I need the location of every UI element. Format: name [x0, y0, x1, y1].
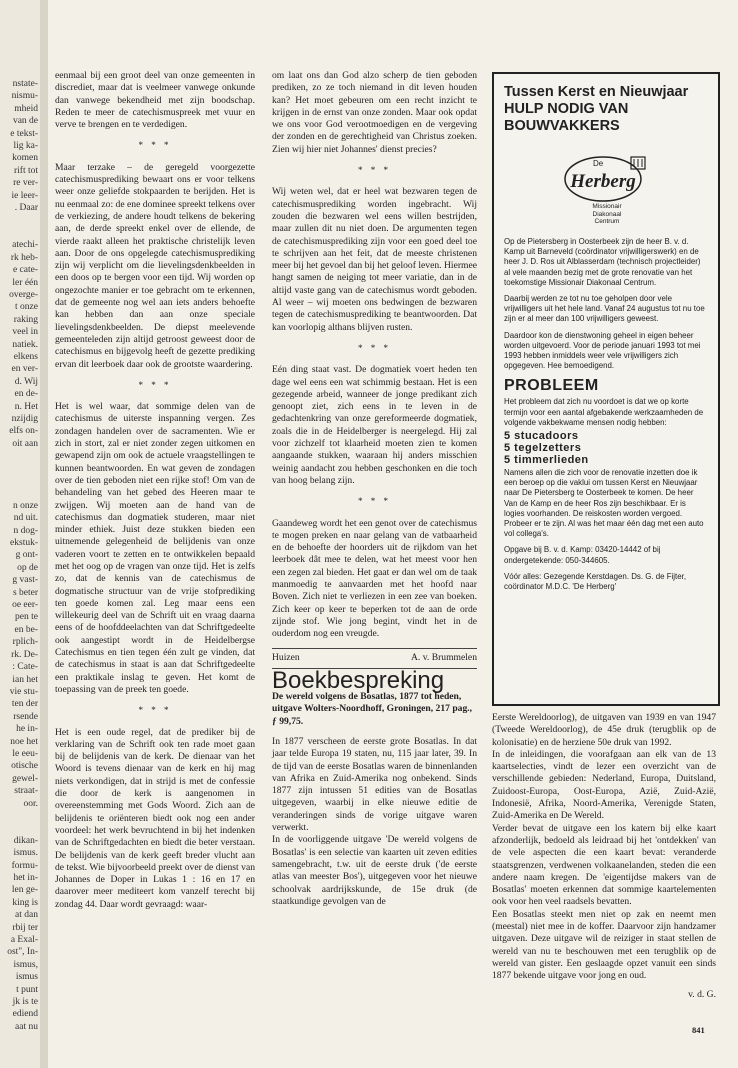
paragraph: Het is een oude regel, dat de prediker bij de verklaring van de Schrift ook ten rade moet gaan bij de belijdenis van de kerk. De dienaar van het Woord is tevens dienaar van de kerk en hij mag niets verkondigen, dat in strijd is met de confessie die door de kerk is aangenomen in overeenstemming met Gods Woord. Zich aan de belijdenis te oriënteren biedt ook nog een ander voordeel: het werk bevruchtend in bij het indenken van de Schriftgedachten en biedt die beter verstaan. De belijdenis van de kerk geeft breder vlucht aan de tekst. Wie bijvoorbeeld preekt over de dienst van Johannes de Doper in Lukas 1 : 16 en 17 en daarover meer mediteert kom vanzelf terecht bij zondag 44. Daar wordt gevraagd: waar- — [55, 726, 255, 910]
paragraph: Maar terzake – de geregeld voorgezette catechismusprediking bewaart ons er voor telkens weer onze geliefde stokpaarden te berijden. Het is nu eenmaal zo: de ene dominee spreekt telkens over de verkiezing, de andere houdt telkens de bekering aan, de derde spreekt enkel over de ellende, de vierde raakt alleen het praktische christelijk leven aan. Door de ons opgelegde catechismusprediking zijn wij verplicht om die lievelingsdenkbeelden in een doos op te bergen voor een tijd. Wij worden op ongezochte manier er toe gebracht om te erkennen, dat de gemeente nog wel aan iets anders behoefte kan hebben dan aan onze speciale lievelingsdenkbeelden. De diepst meelevende gemeenteleden zijn altijd getroost geweest door de catechismus en bijgevolg heeft de gezette prediking ervan dit leerboek daar ook de grootste waardering. — [55, 161, 255, 370]
ad-contact: Opgave bij B. v. d. Kamp: 03420-14442 of bij ondergetekende: 050-344605. — [504, 545, 661, 565]
signature-place: Huizen — [272, 652, 300, 664]
paragraph: Gaandeweg wordt het een genot over de catechismus te mogen preken en naar gelang van de vatbaarheid en de behoefte der hoorders uit de rijkdom van het leerboek dât mee te delen, wat het meest voor hen een zegen zal bieden. Het gaat er dan wel om de taak manmoedig te aanvaarden met het hoofd naar Boven. Zich niet te verliezen in een zee van boeken. Zich keer op keer te beperken tot de aan de orde zijnde stof. Wie jong begint, vindt het in de ouderdom nog een vreugde. — [272, 517, 477, 640]
review-book-heading: De wereld volgens de Bosatlas, 1877 tot heden, uitgave Wolters-Noordhoff, Groningen, 217 pag., ƒ 99,75. — [272, 691, 473, 727]
paragraph: In de inleidingen, die voorafgaan aan elk van de 13 kaartselecties, vindt de lezer een overzicht van de verschillende gebieden: Nederland, Europa, Duitsland, Zuidoost-Europa, Oost-Europa, Azië, Zuid-Azië, Indonesië, Afrika, Noord-Amerika, Verenigde Staten, Zuid-Amerika en De Wereld. — [492, 748, 716, 822]
ad-title: Tussen Kerst en Nieuwjaar HULP NODIG VAN BOUWVAKKERS — [504, 84, 689, 134]
paragraph: Eerste Wereldoorlog), de uitgaven van 1939 en van 1947 (Tweede Wereldoorlog), de 45e druk (terugblik op de kolonisatie) en de herziene 50e druk van 1992. — [492, 712, 716, 748]
section-divider: * * * — [358, 342, 391, 353]
ad-problem-heading: PROBLEEM — [504, 377, 599, 395]
ad-closing: Vóór alles: Gezegende Kerstdagen. Ds. G. de Fijter, coördinator M.D.C. 'De Herberg' — [504, 571, 687, 592]
paragraph: In de voorliggende uitgave 'De wereld volgens de Bosatlas' is een selectie van kaarten uit zeven edities samengebracht, t.w. uit de eerste druk ('de eerste atlas van meester Bos'), uitgegeven voor het nieuwe schoolvak aardrijkskunde, de 15e druk (de staatkundige gevolgen van de — [272, 834, 477, 907]
logo-subtitle: Missionair Diakonaal Centrum — [592, 203, 622, 225]
binding-gutter — [40, 0, 48, 1068]
logo-word: Herberg — [570, 171, 636, 192]
section-divider: * * * — [138, 379, 172, 390]
section-divider: * * * — [138, 705, 172, 716]
logo-de: De — [593, 159, 604, 168]
previous-page-edge — [0, 0, 42, 1068]
ad-text: Daardoor kon de dienstwoning geheel in eigen beheer worden uitgevoerd. Voor de periode januari 1993 tot mei 1993 hebben inmiddels weer vele vrijwilligers zich opgegeven. Hee bemoedigend. — [504, 330, 701, 371]
ad-text: Daarbij werden ze tot nu toe geholpen door vele vrijwilligers uit het hele land. Vanaf 24 augustus tot nu toe zijn er al meer dan 100 vrijwilligers geweest. — [504, 294, 705, 324]
paragraph: om laat ons dan God alzo scherp de tien geboden prediken, zo ze toch niemand in dit leven houden kan? Het moet gebeuren om een recht inzicht te krijgen in de ernst van onze zonden. Maar ook opdat we ons voor God verootmoedigen en de vergeving der zonden en de gerechtigheid van Christus zoeken. Zien wij hier niet Johannes' dienst precies? — [272, 70, 477, 155]
paragraph: Een Bosatlas steekt men niet op zak en neemt men (meestal) niet mee in de koffer. Daarvoor zijn handzamer uitgaven. Deze uitgave wil de reiziger in staat stellen de wereld van nu te beschouwen met een terugblik op de wereld van gister. Een geslaagde opzet vanuit een sinds 1877 bekende uitgave voor jong en oud. — [492, 908, 716, 982]
paragraph: Verder bevat de uitgave een los katern bij elke kaart afzonderlijk, bedoeld als leidraad bij het 'ontdekken' van de vele aspecten die een kaart bevat: veranderde staatsgrenzen, verdwenen volkaanelanden, steden die een andere naam kregen. De 'eigentijdse makers van de Bosatlas' moeten erkennen dat sommige kaartelementen ook voor hen veel raadsels bevatten. — [492, 822, 716, 908]
ad-profession: 5 timmerlieden — [504, 454, 589, 467]
ad-text: Namens allen die zich voor de renovatie inzetten doe ik een beroep op die vaklui om tussen Kerst en Nieuwjaar naar De Pietersberg te Oosterbeek te komen. De heer Van de Kamp en de heer Ros zijn beschikbaar. Er is logies voorhanden. De reiskosten worden vergoed. Probeer er te zijn. Al was het maar één dag met een auto vol collega's. — [504, 468, 704, 539]
advertisement-box — [492, 72, 720, 706]
section-divider: * * * — [358, 496, 391, 507]
signature-author: A. v. Brummelen — [411, 652, 477, 664]
article-column-2 — [272, 70, 477, 916]
paragraph: Wij weten wel, dat er heel wat bezwaren tegen de catechismusprediking worden ingebracht. Wij zouden die bezwaren wel eens willen bestrijden, maar zullen dit nu niet doen. De argumenten tegen de catechismusprediking zijn voor een goed deel toe te schrijven aan het feit, dat de meeste christenen meer bij het gevoel dan bij het geloof leven. Hiermee hangt samen de neiging tot meer variatie, dan in de altijd vaste gang van de catechismus wordt geboden. Al weer – wij moeten ons bedwingen de bezwaren tegen de catechismusprediking te beantwoorden. Dat kan voorlopig althans blijven rusten. — [272, 186, 477, 333]
page-number: 841 — [692, 1025, 705, 1035]
ad-text: Het probleem dat zich nu voordoet is dat we op korte termijn voor een aantal afgebakende werkzaamheden de volgende vakbekwame mensen nodig hebben: — [504, 397, 704, 427]
edge-text-fragments: nstate- nismu- mheid van de e tekst- lig ka- komen rift tot re ver- ie leer- . Daar atechi- rk heb- e cate- ler één overge- t onze raking veel in natiek. elkens en ver- d. Wij en de- n. Het nzijdig elfs on- oit aan n onze nd uit. n dog- ekstuk- g ont- op de g vast- s beter oe eer- pen te en be- rplich- rk. De- : Cate- ian het vie stu- ten der rsende he in- noe het le eeu- otische gewel- straat- oor. dikan- ismus. formu- het in- len ge- king is at dan rbij ter a Exal- ost", In- ismus, ismus t punt jk is te ediend aat nu — [7, 79, 38, 1032]
article-signature — [272, 648, 477, 668]
section-divider: * * * — [138, 140, 172, 151]
section-divider: * * * — [358, 165, 391, 176]
herberg-logo — [551, 149, 661, 229]
paragraph: eenmaal bij een groot deel van onze gemeenten in discrediet, maar dat is veelmeer vanwege onkunde dan vanwege bekendheid met zijn boodschap. Reden te meer de catechismuspreek met vuur en verve te brengen en te verdedigen. — [55, 70, 255, 131]
ad-profession: 5 stucadoors — [504, 430, 579, 443]
ad-text: Op de Pietersberg in Oosterbeek zijn de heer B. v. d. Kamp uit Barneveld (coördinator vrijwilligerswerk) en de heer J. D. Ros uit Alblasserdam (technisch projectleider) al vele maanden bezig met de grote renovatie van het toekomstige Missionair Diakonaal Centrum. — [504, 237, 701, 287]
article-column-1 — [55, 70, 255, 919]
review-signature: v. d. G. — [688, 988, 716, 1000]
review-section-title: Boekbespreking — [272, 666, 445, 694]
paragraph: In 1877 verscheen de eerste grote Bosatlas. In dat jaar telde Europa 19 staten, nu, 115 jaar later, 39. In de tijd van de eerste Bosatlas waren de binnenlanden van Afrika en Zuid-Amerika nog onbekend. Sinds 1877 zijn intussen 51 edities van de Bosatlas uitgegeven, waarbij in elke nieuwe editie de veranderingen sinds de vorige uitgave waren verwerkt. — [272, 735, 477, 834]
paragraph: Het is wel waar, dat sommige delen van de catechismus de uiterste inspanning vergen. Zes zondagen handelen over de sacramenten. Wie er zich in stort, zal er niet zonder zegen uitkomen en gewapend zijn om ook de actuele vraagstellingen te kunnen beantwoorden. En wat geven de zondagen over de tien geboden niet een rijke stof! Om van de behandeling van het gebed des Heeren maar te zwijgen. Wij moeten aan de hand van de catechismus dan dogmatiek studeren, maar niet minder ethiek. Juist deze stukken bieden een uitnemende gelegenheid de belijdenis van onze vaderen voort te zetten en te ontwikkelen bepaald met het oog op de vragen van onze tijd. Het is zelfs zo, dat de kennis van de catechismus de dogmatische structuur van de vrije stofprediking ten goede komen zal. Leg maar eens een willekeurig deel van de Schrift uit en vraag daarna eens of de hoofddeelachten van dat Schriftgedeelte ook aangestipt wordt in de Heidelbergse Catechismus en tien tegen één zult ge vinden, dat de catechismus in staat is aan dat Schriftgedeelte een praktikale inslag te geven. Het komt de toepassing van de preek ten goede. — [55, 401, 255, 695]
review-column-continued — [492, 712, 716, 1001]
paragraph: Eén ding staat vast. De dogmatiek voert heden ten dage wel eens een wat schimmig bestaan. Het is een gezegende arbeid, wanneer de jonge predikant zich genoopt ziet, zich eens in te leven in de gedachtenkring van onze gereformeerde dogmatiek, zoals die in de Heidelberger is neergelegd. Hij zal voor zichzelf tot klaarheid moeten zien te komen aangaande stukken, waaraan hij anders misschien weinig aandacht zou hebben geschonken en die toch van hoog belang zijn. — [272, 364, 477, 486]
ad-profession: 5 tegelzetters — [504, 442, 582, 455]
